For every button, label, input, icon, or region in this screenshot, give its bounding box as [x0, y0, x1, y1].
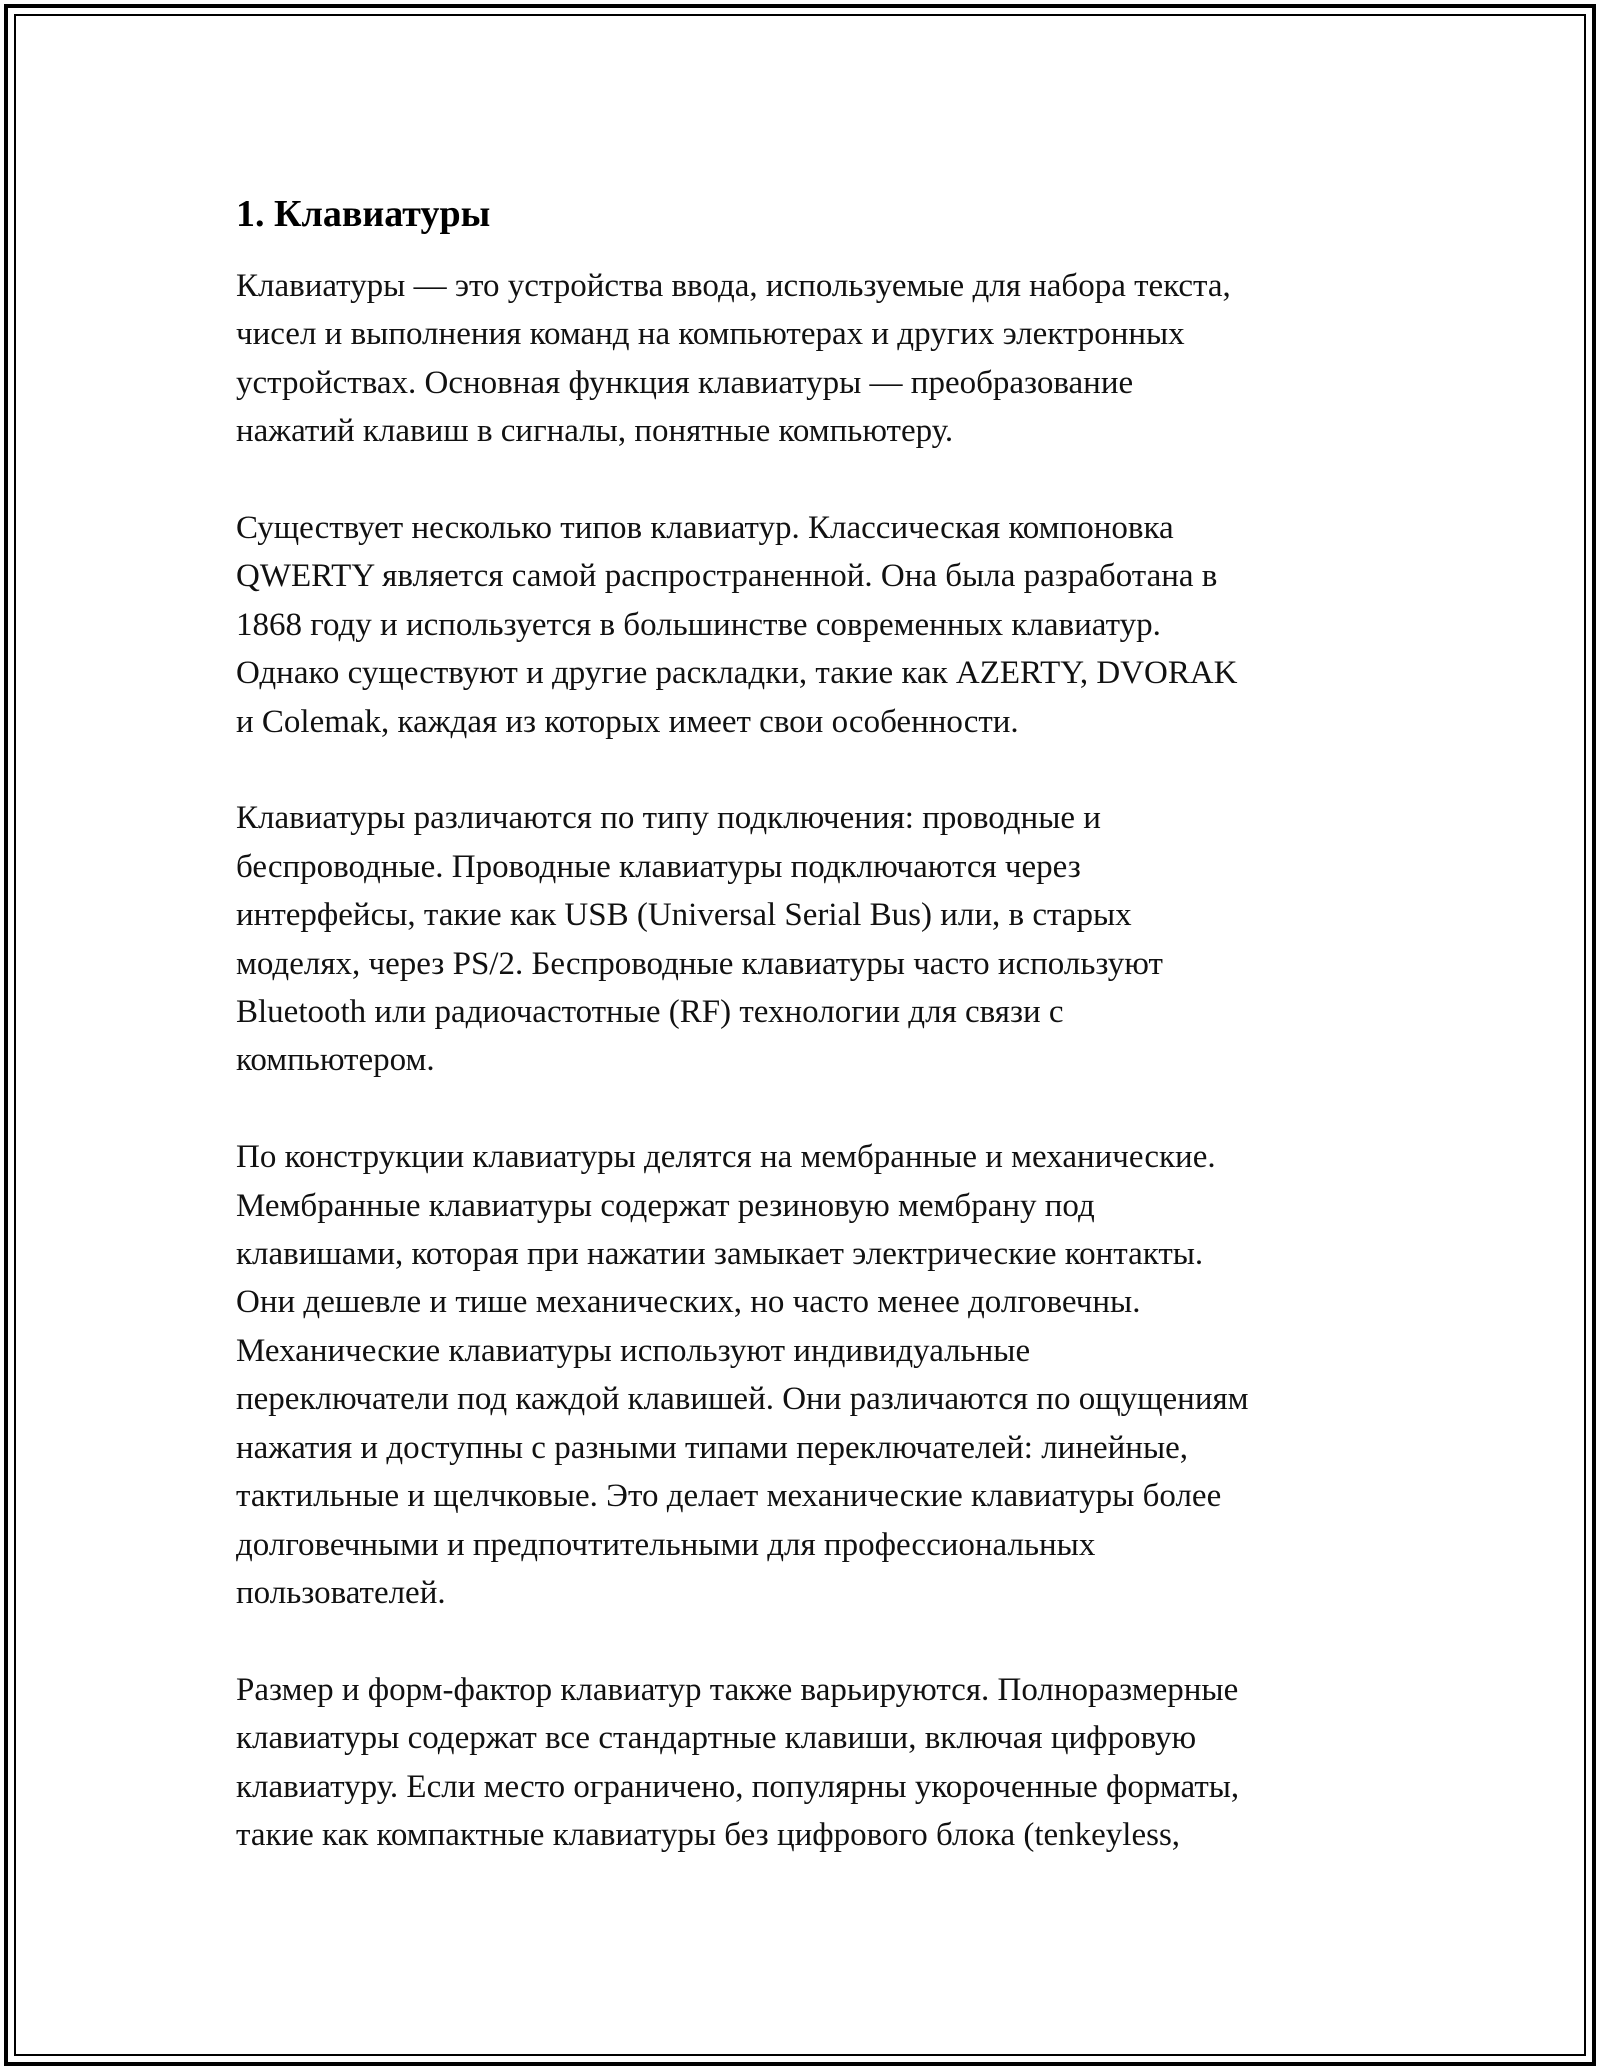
- text-line: моделях, через PS/2. Беспроводные клавиатуры часто используют: [236, 945, 1163, 982]
- text-line: компьютером.: [236, 1042, 435, 1079]
- text-line: Существует несколько типов клавиатур. Классическая компоновка: [236, 510, 1174, 547]
- text-line: нажатий клавиш в сигналы, понятные компьютеру.: [236, 413, 954, 450]
- text-line: нажатия и доступны с разными типами переключателей: линейные,: [236, 1429, 1189, 1466]
- text-line: пользователей.: [236, 1574, 446, 1611]
- text-line: QWERTY является самой распространенной. Она была разработана в: [236, 558, 1218, 595]
- text-line: долговечными и предпочтительными для профессиональных: [236, 1526, 1096, 1563]
- paragraph-layouts: [236, 504, 1376, 746]
- text-line: Bluetooth или радиочастотные (RF) технологии для связи с: [236, 994, 1064, 1031]
- paragraph-construction: [236, 1133, 1376, 1617]
- text-line: Размер и форм-фактор клавиатур также варьируются. Полноразмерные: [236, 1671, 1239, 1708]
- text-line: и Colemak, каждая из которых имеет свои особенности.: [236, 703, 1019, 740]
- text-line: устройствах. Основная функция клавиатуры — преобразование: [236, 364, 1134, 401]
- text-line: Клавиатуры — это устройства ввода, используемые для набора текста,: [236, 268, 1231, 304]
- text-line: клавиатуры содержат все стандартные клавиши, включая цифровую: [236, 1720, 1197, 1757]
- paragraph-form-factor: [236, 1666, 1376, 1860]
- text-line: 1868 году и используется в большинстве современных клавиатур.: [236, 606, 1161, 643]
- text-line: переключатели под каждой клавишей. Они различаются по ощущениям: [236, 1381, 1249, 1418]
- text-line: клавишами, которая при нажатии замыкает электрические контакты.: [236, 1236, 1204, 1273]
- text-line: Однако существуют и другие раскладки, такие как AZERTY, DVORAK: [236, 655, 1238, 692]
- text-line: клавиатуру. Если место ограничено, популярны укороченные форматы,: [236, 1768, 1240, 1805]
- text-line: Они дешевле и тише механических, но часто менее долговечны.: [236, 1284, 1141, 1321]
- text-line: Мембранные клавиатуры содержат резиновую мембрану под: [236, 1187, 1095, 1224]
- text-line: такие как компактные клавиатуры без цифрового блока (tenkeyless,: [236, 1816, 1181, 1853]
- section-heading: 1. Клавиатуры: [236, 193, 491, 235]
- text-line: По конструкции клавиатуры делятся на мембранные и механические.: [236, 1139, 1216, 1176]
- paragraph-connection: [236, 794, 1376, 1084]
- paragraph-intro: [236, 262, 1376, 456]
- text-line: тактильные и щелчковые. Это делает механические клавиатуры более: [236, 1478, 1222, 1515]
- text-line: беспроводные. Проводные клавиатуры подключаются через: [236, 848, 1081, 885]
- text-line: Механические клавиатуры используют индивидуальные: [236, 1332, 1031, 1369]
- document-body: [236, 190, 1376, 1908]
- text-line: интерфейсы, такие как USB (Universal Serial Bus) или, в старых: [236, 897, 1132, 934]
- text-line: чисел и выполнения команд на компьютерах и других электронных: [236, 316, 1185, 353]
- text-line: Клавиатуры различаются по типу подключения: проводные и: [236, 800, 1101, 837]
